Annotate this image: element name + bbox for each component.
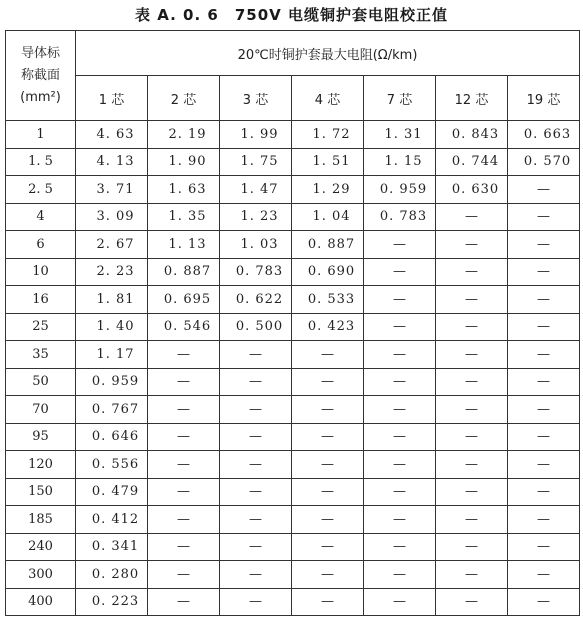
resistance-value-cell: — [436, 313, 508, 341]
resistance-value-cell: — [508, 368, 580, 396]
resistance-value-cell: — [292, 588, 364, 616]
resistance-value-cell: 1. 63 [148, 176, 220, 204]
table-row [6, 286, 580, 314]
table-row [6, 478, 580, 506]
table-row [6, 203, 580, 231]
resistance-value-cell: 1. 03 [220, 231, 292, 259]
row-size-cell: 16 [6, 286, 76, 314]
header-core-12: 12 芯 [436, 76, 508, 121]
resistance-value-cell: — [220, 533, 292, 561]
resistance-value-cell: — [148, 533, 220, 561]
header-corner-line-2: 称截面 [20, 67, 60, 83]
resistance-value-cell: 0. 479 [76, 478, 148, 506]
resistance-value-cell: — [148, 341, 220, 369]
resistance-value-cell: 0. 663 [508, 121, 580, 149]
header-core-4: 4 芯 [292, 76, 364, 121]
table-row [6, 423, 580, 451]
resistance-value-cell: — [508, 258, 580, 286]
resistance-value-cell: — [364, 423, 436, 451]
table-row [6, 533, 580, 561]
resistance-value-cell: 0. 622 [220, 286, 292, 314]
resistance-value-cell: — [436, 506, 508, 534]
resistance-value-cell: — [220, 341, 292, 369]
resistance-value-cell: — [436, 451, 508, 479]
table-row [6, 368, 580, 396]
resistance-value-cell: — [364, 286, 436, 314]
resistance-value-cell: 1. 23 [220, 203, 292, 231]
resistance-value-cell: — [508, 478, 580, 506]
table-row [6, 506, 580, 534]
resistance-value-cell: — [436, 396, 508, 424]
resistance-value-cell: 1. 13 [148, 231, 220, 259]
resistance-value-cell: — [292, 561, 364, 589]
resistance-value-cell: 0. 783 [220, 258, 292, 286]
table-row [6, 313, 580, 341]
header-corner-cell [6, 31, 76, 121]
resistance-value-cell: — [364, 561, 436, 589]
header-core-2: 2 芯 [148, 76, 220, 121]
resistance-value-cell: — [508, 313, 580, 341]
resistance-value-cell: — [220, 396, 292, 424]
row-size-cell: 185 [6, 506, 76, 534]
resistance-value-cell: 0. 959 [76, 368, 148, 396]
resistance-value-cell: — [436, 423, 508, 451]
resistance-value-cell: 0. 556 [76, 451, 148, 479]
resistance-value-cell: — [436, 561, 508, 589]
resistance-value-cell: — [364, 258, 436, 286]
table-row [6, 176, 580, 204]
resistance-table [5, 30, 580, 616]
row-size-cell: 400 [6, 588, 76, 616]
resistance-value-cell: 0. 959 [364, 176, 436, 204]
resistance-value-cell: 1. 99 [220, 121, 292, 149]
header-corner-line-1: 导体标 [20, 45, 60, 61]
resistance-value-cell: 0. 341 [76, 533, 148, 561]
resistance-value-cell: 0. 887 [148, 258, 220, 286]
resistance-value-cell: — [436, 258, 508, 286]
resistance-value-cell: 0. 690 [292, 258, 364, 286]
resistance-value-cell: — [148, 423, 220, 451]
resistance-value-cell: — [220, 368, 292, 396]
resistance-value-cell: — [148, 561, 220, 589]
row-size-cell: 240 [6, 533, 76, 561]
resistance-value-cell: — [364, 506, 436, 534]
resistance-value-cell: — [436, 368, 508, 396]
row-size-cell: 95 [6, 423, 76, 451]
resistance-value-cell: — [508, 341, 580, 369]
resistance-value-cell: 1. 15 [364, 148, 436, 176]
resistance-value-cell: — [508, 533, 580, 561]
resistance-value-cell: — [364, 533, 436, 561]
resistance-value-cell: — [292, 341, 364, 369]
table-row [6, 396, 580, 424]
resistance-value-cell: — [436, 533, 508, 561]
resistance-value-cell: — [508, 176, 580, 204]
header-span-label: 20℃时铜护套最大电阻(Ω/km) [76, 31, 580, 76]
resistance-value-cell: 1. 35 [148, 203, 220, 231]
resistance-value-cell: 3. 09 [76, 203, 148, 231]
header-corner-line-3: (mm²) [20, 89, 61, 105]
resistance-value-cell: 0. 744 [436, 148, 508, 176]
resistance-value-cell: — [148, 396, 220, 424]
resistance-value-cell: — [292, 423, 364, 451]
resistance-value-cell: — [148, 506, 220, 534]
resistance-value-cell: 0. 767 [76, 396, 148, 424]
resistance-value-cell: — [364, 396, 436, 424]
resistance-value-cell: 0. 630 [436, 176, 508, 204]
table-row [6, 148, 580, 176]
table-row [6, 231, 580, 259]
resistance-value-cell: 0. 646 [76, 423, 148, 451]
resistance-value-cell: — [220, 478, 292, 506]
resistance-value-cell: 2. 23 [76, 258, 148, 286]
resistance-value-cell: — [148, 451, 220, 479]
resistance-value-cell: 1. 75 [220, 148, 292, 176]
row-size-cell: 150 [6, 478, 76, 506]
resistance-value-cell: 0. 843 [436, 121, 508, 149]
resistance-value-cell: 0. 412 [76, 506, 148, 534]
resistance-value-cell: — [220, 451, 292, 479]
resistance-value-cell: — [508, 231, 580, 259]
table-row [6, 121, 580, 149]
resistance-value-cell: 1. 31 [364, 121, 436, 149]
header-core-3: 3 芯 [220, 76, 292, 121]
resistance-value-cell: 1. 72 [292, 121, 364, 149]
resistance-value-cell: — [292, 451, 364, 479]
resistance-value-cell: — [220, 588, 292, 616]
resistance-value-cell: — [364, 341, 436, 369]
row-size-cell: 10 [6, 258, 76, 286]
resistance-value-cell: 0. 500 [220, 313, 292, 341]
resistance-value-cell: — [436, 588, 508, 616]
resistance-value-cell: — [364, 478, 436, 506]
resistance-value-cell: 4. 63 [76, 121, 148, 149]
resistance-value-cell: 0. 546 [148, 313, 220, 341]
resistance-value-cell: 1. 47 [220, 176, 292, 204]
resistance-value-cell: — [220, 561, 292, 589]
table-body [6, 121, 580, 616]
resistance-value-cell: — [292, 506, 364, 534]
resistance-value-cell: 1. 04 [292, 203, 364, 231]
row-size-cell: 35 [6, 341, 76, 369]
row-size-cell: 6 [6, 231, 76, 259]
resistance-value-cell: 0. 570 [508, 148, 580, 176]
header-core-19: 19 芯 [508, 76, 580, 121]
resistance-value-cell: — [292, 396, 364, 424]
resistance-value-cell: — [292, 368, 364, 396]
resistance-value-cell: 1. 29 [292, 176, 364, 204]
row-size-cell: 50 [6, 368, 76, 396]
resistance-value-cell: 0. 533 [292, 286, 364, 314]
row-size-cell: 2. 5 [6, 176, 76, 204]
row-size-cell: 1. 5 [6, 148, 76, 176]
resistance-value-cell: 1. 40 [76, 313, 148, 341]
table-row [6, 258, 580, 286]
resistance-value-cell: — [364, 231, 436, 259]
resistance-value-cell: 2. 19 [148, 121, 220, 149]
resistance-value-cell: — [436, 286, 508, 314]
resistance-value-cell: — [508, 286, 580, 314]
resistance-value-cell: — [292, 533, 364, 561]
row-size-cell: 120 [6, 451, 76, 479]
resistance-value-cell: — [148, 588, 220, 616]
resistance-value-cell: 1. 90 [148, 148, 220, 176]
resistance-value-cell: — [364, 451, 436, 479]
resistance-value-cell: — [364, 368, 436, 396]
resistance-value-cell: — [220, 506, 292, 534]
row-size-cell: 4 [6, 203, 76, 231]
resistance-value-cell: — [508, 203, 580, 231]
resistance-value-cell: — [436, 478, 508, 506]
resistance-value-cell: — [508, 506, 580, 534]
resistance-value-cell: — [436, 341, 508, 369]
resistance-value-cell: — [436, 203, 508, 231]
resistance-value-cell: 1. 81 [76, 286, 148, 314]
resistance-value-cell: 0. 223 [76, 588, 148, 616]
resistance-value-cell: 4. 13 [76, 148, 148, 176]
resistance-value-cell: — [508, 396, 580, 424]
row-size-cell: 300 [6, 561, 76, 589]
header-core-1: 1 芯 [76, 76, 148, 121]
resistance-value-cell: — [148, 368, 220, 396]
row-size-cell: 25 [6, 313, 76, 341]
resistance-value-cell: 0. 783 [364, 203, 436, 231]
resistance-value-cell: 0. 887 [292, 231, 364, 259]
row-size-cell: 1 [6, 121, 76, 149]
resistance-value-cell: — [508, 451, 580, 479]
resistance-value-cell: — [220, 423, 292, 451]
resistance-value-cell: — [292, 478, 364, 506]
table-row [6, 341, 580, 369]
resistance-value-cell: — [364, 313, 436, 341]
resistance-value-cell: 1. 51 [292, 148, 364, 176]
resistance-value-cell: — [508, 588, 580, 616]
resistance-value-cell: — [436, 231, 508, 259]
resistance-value-cell: 2. 67 [76, 231, 148, 259]
resistance-value-cell: — [508, 423, 580, 451]
resistance-value-cell: 0. 280 [76, 561, 148, 589]
table-title: 表 A. 0. 6 750V 电缆铜护套电阻校正值 [135, 6, 448, 24]
row-size-cell: 70 [6, 396, 76, 424]
table-row [6, 588, 580, 616]
resistance-value-cell: 0. 423 [292, 313, 364, 341]
table-row [6, 561, 580, 589]
resistance-value-cell: 3. 71 [76, 176, 148, 204]
resistance-value-cell: — [508, 561, 580, 589]
resistance-value-cell: — [148, 478, 220, 506]
resistance-value-cell: 1. 17 [76, 341, 148, 369]
table-row [6, 451, 580, 479]
header-core-7: 7 芯 [364, 76, 436, 121]
resistance-value-cell: — [364, 588, 436, 616]
resistance-value-cell: 0. 695 [148, 286, 220, 314]
